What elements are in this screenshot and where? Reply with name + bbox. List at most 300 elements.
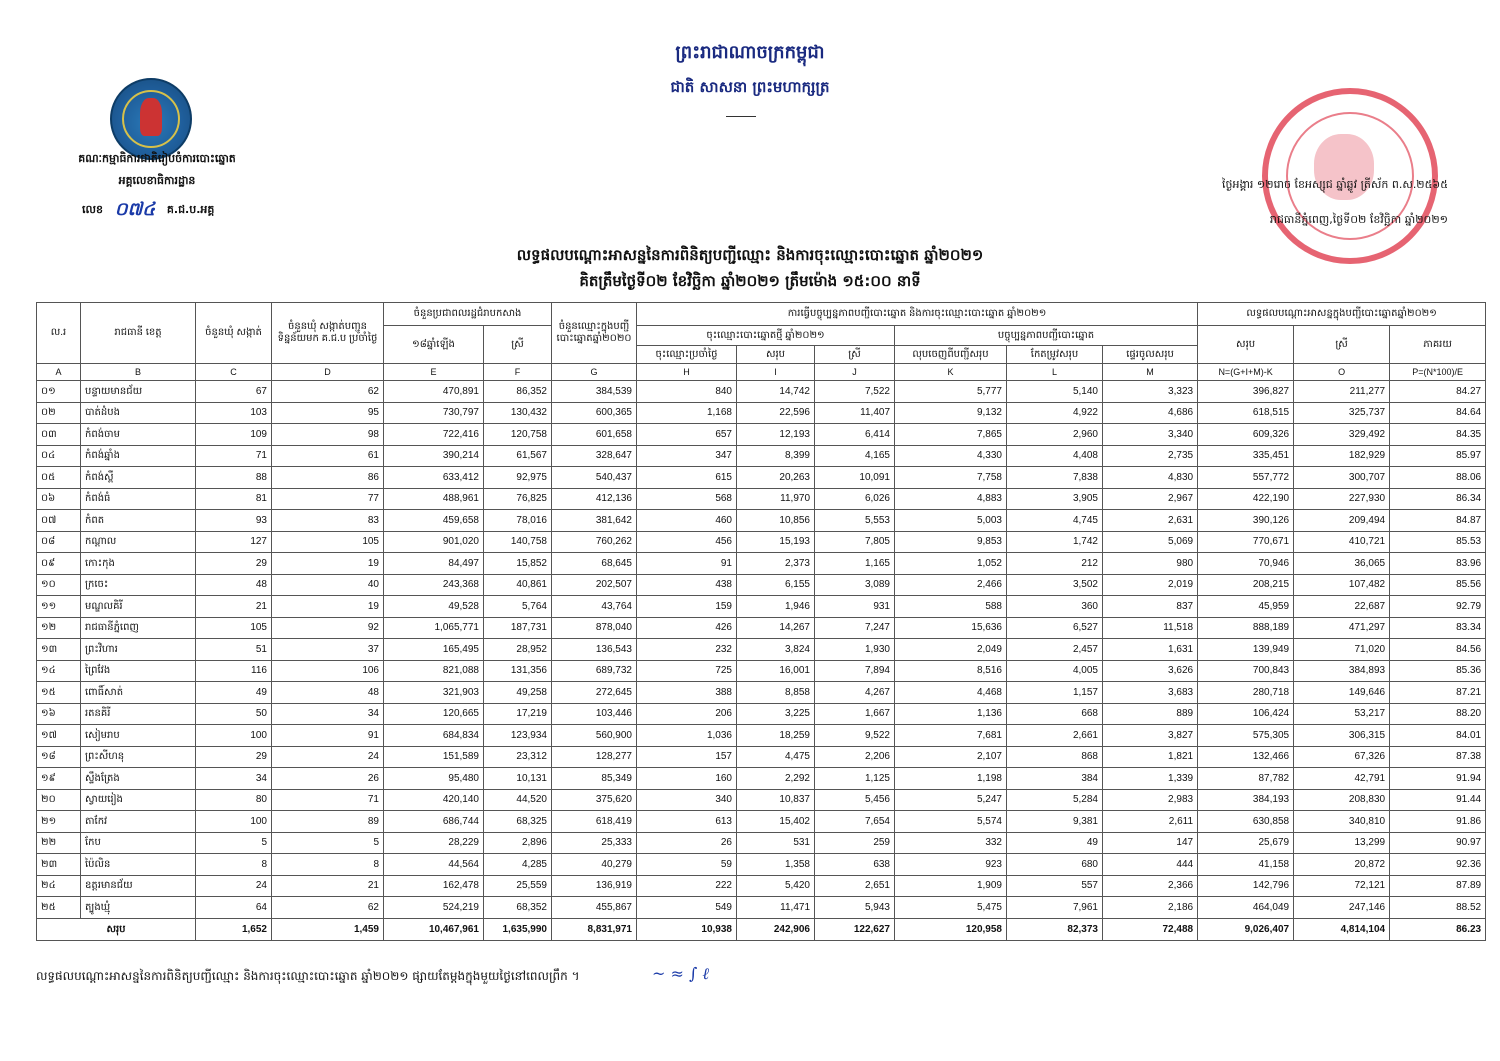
table-cell: 51 — [196, 639, 272, 661]
total-cell: 120,958 — [895, 918, 1007, 940]
table-cell: 23,312 — [484, 746, 552, 768]
table-cell: 540,437 — [552, 467, 637, 489]
table-cell: 3,683 — [1103, 682, 1198, 704]
table-cell: 2,107 — [895, 746, 1007, 768]
table-cell: 3,323 — [1103, 381, 1198, 403]
handwritten-signature: ~ ≈ ∫ ℓ — [652, 964, 710, 983]
header-moved: ផ្ទេរចូលសរុប — [1103, 346, 1198, 364]
table-cell: 67 — [196, 381, 272, 403]
table-cell: 3,340 — [1103, 424, 1198, 446]
table-cell: 87.21 — [1390, 682, 1486, 704]
table-cell: 107,482 — [1294, 574, 1390, 596]
column-letter: D — [272, 364, 384, 381]
table-cell: 633,412 — [384, 467, 484, 489]
table-cell: 15,193 — [737, 531, 815, 553]
table-cell: 128,277 — [552, 746, 637, 768]
table-cell: 471,297 — [1294, 617, 1390, 639]
table-cell: 29 — [196, 746, 272, 768]
table-cell: 680 — [1007, 854, 1103, 876]
province-name: បន្ទាយមានជ័យ — [81, 381, 196, 403]
table-cell: 91.86 — [1390, 811, 1486, 833]
province-name: ស្ទឹងត្រែង — [81, 768, 196, 790]
table-cell: 1,065,771 — [384, 617, 484, 639]
table-cell: 61 — [272, 445, 384, 467]
table-cell: 86 — [272, 467, 384, 489]
table-cell: 87,782 — [1198, 768, 1294, 790]
table-row — [37, 488, 1486, 510]
header-result-total: សរុប — [1198, 326, 1294, 364]
table-cell: 384,539 — [552, 381, 637, 403]
column-letter: N=(G+I+M)-K — [1198, 364, 1294, 381]
table-cell: 62 — [272, 897, 384, 919]
table-cell: 1,165 — [815, 553, 895, 575]
table-cell: 488,961 — [384, 488, 484, 510]
row-number: ១១ — [37, 596, 81, 618]
table-cell: 329,492 — [1294, 424, 1390, 446]
table-cell: 410,721 — [1294, 531, 1390, 553]
table-cell: 243,368 — [384, 574, 484, 596]
table-cell: 9,132 — [895, 402, 1007, 424]
column-letter: G — [552, 364, 637, 381]
table-cell: 202,507 — [552, 574, 637, 596]
table-cell: 5,003 — [895, 510, 1007, 532]
table-cell: 7,654 — [815, 811, 895, 833]
table-cell: 87.38 — [1390, 746, 1486, 768]
table-cell: 3,827 — [1103, 725, 1198, 747]
column-letter: M — [1103, 364, 1198, 381]
table-cell: 20,872 — [1294, 854, 1390, 876]
table-cell: 2,651 — [815, 875, 895, 897]
table-cell: 100 — [196, 725, 272, 747]
table-cell: 557 — [1007, 875, 1103, 897]
table-cell: 1,946 — [737, 596, 815, 618]
table-cell: 618,515 — [1198, 402, 1294, 424]
table-cell: 325,737 — [1294, 402, 1390, 424]
table-cell: 390,214 — [384, 445, 484, 467]
table-cell: 384,893 — [1294, 660, 1390, 682]
table-cell: 208,215 — [1198, 574, 1294, 596]
table-cell: 83.96 — [1390, 553, 1486, 575]
table-cell: 5,140 — [1007, 381, 1103, 403]
row-number: ២២ — [37, 832, 81, 854]
table-cell: 88 — [196, 467, 272, 489]
table-cell: 40 — [272, 574, 384, 596]
table-cell: 14,742 — [737, 381, 815, 403]
table-cell: 980 — [1103, 553, 1198, 575]
table-cell: 460 — [637, 510, 737, 532]
province-name: ឧត្តរមានជ័យ — [81, 875, 196, 897]
table-cell: 24 — [196, 875, 272, 897]
table-cell: 95,480 — [384, 768, 484, 790]
table-cell: 247,146 — [1294, 897, 1390, 919]
table-cell: 347 — [637, 445, 737, 467]
table-cell: 1,125 — [815, 768, 895, 790]
table-cell: 103,446 — [552, 703, 637, 725]
table-cell: 45,959 — [1198, 596, 1294, 618]
column-letter: E — [384, 364, 484, 381]
table-cell: 422,190 — [1198, 488, 1294, 510]
table-cell: 630,858 — [1198, 811, 1294, 833]
table-cell: 132,466 — [1198, 746, 1294, 768]
table-cell: 340,810 — [1294, 811, 1390, 833]
table-cell: 130,432 — [484, 402, 552, 424]
table-cell: 4,922 — [1007, 402, 1103, 424]
table-row — [37, 574, 1486, 596]
header-reported: ចំនួនឃុំ សង្កាត់បញ្ជូនទិន្នន័យមក គ.ជ.ប ប្រចាំថ្ងៃ — [272, 303, 384, 364]
table-cell: 1,136 — [895, 703, 1007, 725]
table-cell: 360 — [1007, 596, 1103, 618]
table-cell: 4,408 — [1007, 445, 1103, 467]
header-registered-2020: ចំនួនឈ្មោះក្នុងបញ្ជីបោះឆ្នោតឆ្នាំ២០២០ — [552, 303, 637, 364]
table-cell: 29 — [196, 553, 272, 575]
table-cell: 44,564 — [384, 854, 484, 876]
table-cell: 700,843 — [1198, 660, 1294, 682]
table-cell: 2,735 — [1103, 445, 1198, 467]
table-cell: 1,358 — [737, 854, 815, 876]
table-cell: 8 — [196, 854, 272, 876]
table-cell: 37 — [272, 639, 384, 661]
table-cell: 212 — [1007, 553, 1103, 575]
table-cell: 49,528 — [384, 596, 484, 618]
table-cell: 5,764 — [484, 596, 552, 618]
table-cell: 923 — [895, 854, 1007, 876]
table-cell: 88.20 — [1390, 703, 1486, 725]
province-name: សៀមរាប — [81, 725, 196, 747]
table-cell: 11,518 — [1103, 617, 1198, 639]
table-cell: 10,091 — [815, 467, 895, 489]
table-cell: 149,646 — [1294, 682, 1390, 704]
table-cell: 259 — [815, 832, 895, 854]
table-cell: 208,830 — [1294, 789, 1390, 811]
table-cell: 730,797 — [384, 402, 484, 424]
table-cell: 61,567 — [484, 445, 552, 467]
table-cell: 2,049 — [895, 639, 1007, 661]
table-cell: 332 — [895, 832, 1007, 854]
org-department: អគ្គលេខាធិការដ្ឋាន — [118, 174, 196, 187]
table-row — [37, 402, 1486, 424]
nec-logo — [110, 78, 192, 160]
column-letter: P=(N*100)/E — [1390, 364, 1486, 381]
header-population: ចំនួនប្រជាពលរដ្ឋជំរាបកសាង — [384, 303, 552, 326]
table-cell: 618,419 — [552, 811, 637, 833]
table-cell: 140,758 — [484, 531, 552, 553]
table-cell: 5,420 — [737, 875, 815, 897]
table-cell: 613 — [637, 811, 737, 833]
column-letter: L — [1007, 364, 1103, 381]
row-number: ១៤ — [37, 660, 81, 682]
table-cell: 92.79 — [1390, 596, 1486, 618]
table-cell: 19 — [272, 553, 384, 575]
table-cell: 26 — [272, 768, 384, 790]
table-cell: 384 — [1007, 768, 1103, 790]
table-cell: 151,589 — [384, 746, 484, 768]
table-cell: 575,305 — [1198, 725, 1294, 747]
table-cell: 335,451 — [1198, 445, 1294, 467]
table-cell: 182,929 — [1294, 445, 1390, 467]
table-cell: 109 — [196, 424, 272, 446]
total-cell: 1,635,990 — [484, 918, 552, 940]
table-cell: 306,315 — [1294, 725, 1390, 747]
table-cell: 2,206 — [815, 746, 895, 768]
table-cell: 4,468 — [895, 682, 1007, 704]
official-stamp — [1262, 88, 1438, 264]
table-cell: 106 — [272, 660, 384, 682]
table-row — [37, 725, 1486, 747]
table-cell: 53,217 — [1294, 703, 1390, 725]
row-number: ០៧ — [37, 510, 81, 532]
table-cell: 25,559 — [484, 875, 552, 897]
table-cell: 2,466 — [895, 574, 1007, 596]
table-cell: 9,381 — [1007, 811, 1103, 833]
row-number: ២៥ — [37, 897, 81, 919]
table-cell: 77 — [272, 488, 384, 510]
table-cell: 375,620 — [552, 789, 637, 811]
table-cell: 2,967 — [1103, 488, 1198, 510]
row-number: ១០ — [37, 574, 81, 596]
province-name: តាកែវ — [81, 811, 196, 833]
table-cell: 93 — [196, 510, 272, 532]
total-cell: 82,373 — [1007, 918, 1103, 940]
table-cell: 227,930 — [1294, 488, 1390, 510]
table-cell: 3,824 — [737, 639, 815, 661]
table-row — [37, 682, 1486, 704]
table-cell: 15,402 — [737, 811, 815, 833]
ref-number: ០៧៤ — [114, 199, 156, 220]
column-letter: K — [895, 364, 1007, 381]
table-cell: 7,805 — [815, 531, 895, 553]
table-cell: 2,186 — [1103, 897, 1198, 919]
table-cell: 142,796 — [1198, 875, 1294, 897]
table-cell: 106,424 — [1198, 703, 1294, 725]
ref-suffix: គ.ជ.ប.អគ្គ — [166, 203, 215, 216]
table-cell: 71 — [196, 445, 272, 467]
table-cell: 686,744 — [384, 811, 484, 833]
table-cell: 70,946 — [1198, 553, 1294, 575]
header-result-female: ស្រី — [1294, 326, 1390, 364]
table-cell: 68,325 — [484, 811, 552, 833]
table-cell: 1,930 — [815, 639, 895, 661]
province-name: ត្បូងឃ្មុំ — [81, 897, 196, 919]
table-cell: 147 — [1103, 832, 1198, 854]
table-cell: 4,686 — [1103, 402, 1198, 424]
table-cell: 6,026 — [815, 488, 895, 510]
table-cell: 557,772 — [1198, 467, 1294, 489]
table-cell: 6,155 — [737, 574, 815, 596]
table-cell: 438 — [637, 574, 737, 596]
table-cell: 131,356 — [484, 660, 552, 682]
motto-heading: ជាតិ សាសនា ព្រះមហាក្សត្រ — [670, 78, 830, 96]
table-cell: 668 — [1007, 703, 1103, 725]
row-number: ០៤ — [37, 445, 81, 467]
table-cell: 5,943 — [815, 897, 895, 919]
table-cell: 84.27 — [1390, 381, 1486, 403]
table-cell: 5,574 — [895, 811, 1007, 833]
table-cell: 524,219 — [384, 897, 484, 919]
table-cell: 71,020 — [1294, 639, 1390, 661]
table-cell: 725 — [637, 660, 737, 682]
table-cell: 3,225 — [737, 703, 815, 725]
table-cell: 3,905 — [1007, 488, 1103, 510]
total-cell: 72,488 — [1103, 918, 1198, 940]
table-cell: 127 — [196, 531, 272, 553]
table-cell: 760,262 — [552, 531, 637, 553]
table-cell: 88.06 — [1390, 467, 1486, 489]
column-letter: J — [815, 364, 895, 381]
table-cell: 67,326 — [1294, 746, 1390, 768]
province-name: កោះកុង — [81, 553, 196, 575]
table-cell: 6,414 — [815, 424, 895, 446]
header-result-group: លទ្ធផលបណ្ដោះអាសន្នក្នុងបញ្ជីបោះឆ្នោតឆ្នាំ២០២១ — [1198, 303, 1486, 326]
province-name: កែប — [81, 832, 196, 854]
table-cell: 1,198 — [895, 768, 1007, 790]
table-cell: 615 — [637, 467, 737, 489]
total-cell: 10,467,961 — [384, 918, 484, 940]
table-cell: 40,279 — [552, 854, 637, 876]
table-cell: 71 — [272, 789, 384, 811]
table-cell: 7,681 — [895, 725, 1007, 747]
table-cell: 384,193 — [1198, 789, 1294, 811]
row-number: ២៤ — [37, 875, 81, 897]
table-cell: 211,277 — [1294, 381, 1390, 403]
table-cell: 89 — [272, 811, 384, 833]
table-cell: 90.97 — [1390, 832, 1486, 854]
table-row — [37, 811, 1486, 833]
table-cell: 1,631 — [1103, 639, 1198, 661]
table-cell: 280,718 — [1198, 682, 1294, 704]
table-cell: 48 — [272, 682, 384, 704]
table-cell: 272,645 — [552, 682, 637, 704]
table-row — [37, 746, 1486, 768]
row-number: ០២ — [37, 402, 81, 424]
table-cell: 85.97 — [1390, 445, 1486, 467]
total-cell: 86.23 — [1390, 918, 1486, 940]
table-cell: 20,263 — [737, 467, 815, 489]
table-cell: 80 — [196, 789, 272, 811]
table-cell: 4,745 — [1007, 510, 1103, 532]
table-cell: 340 — [637, 789, 737, 811]
table-cell: 455,867 — [552, 897, 637, 919]
table-cell: 21 — [196, 596, 272, 618]
table-cell: 560,900 — [552, 725, 637, 747]
row-number: ១៦ — [37, 703, 81, 725]
table-cell: 43,764 — [552, 596, 637, 618]
table-cell: 3,502 — [1007, 574, 1103, 596]
table-cell: 8 — [272, 854, 384, 876]
total-cell: 4,814,104 — [1294, 918, 1390, 940]
table-cell: 5,553 — [815, 510, 895, 532]
table-cell: 420,140 — [384, 789, 484, 811]
table-cell: 92 — [272, 617, 384, 639]
table-row — [37, 381, 1486, 403]
table-cell: 84.87 — [1390, 510, 1486, 532]
table-cell: 5,247 — [895, 789, 1007, 811]
province-name: ក្រចេះ — [81, 574, 196, 596]
table-cell: 22,687 — [1294, 596, 1390, 618]
table-cell: 2,983 — [1103, 789, 1198, 811]
header-communes: ចំនួនឃុំ សង្កាត់ — [196, 303, 272, 364]
table-row — [37, 854, 1486, 876]
table-cell: 388 — [637, 682, 737, 704]
province-name: ប៉ៃលិន — [81, 854, 196, 876]
header-update-group: ការធ្វើបច្ចុប្បន្នភាពបញ្ជីបោះឆ្នោត និងការចុះឈ្មោះបោះឆ្នោត ឆ្នាំ២០២១ — [637, 303, 1198, 326]
table-cell: 232 — [637, 639, 737, 661]
document-title: លទ្ធផលបណ្ដោះអាសន្ននៃការពិនិត្យបញ្ជីឈ្មោះ និងការចុះឈ្មោះបោះឆ្នោត ឆ្នាំ២០២១ — [516, 246, 984, 264]
table-cell: 1,036 — [637, 725, 737, 747]
table-cell: 14,267 — [737, 617, 815, 639]
table-cell: 72,121 — [1294, 875, 1390, 897]
table-cell: 120,758 — [484, 424, 552, 446]
table-cell: 888,189 — [1198, 617, 1294, 639]
header-total-new: សរុប — [737, 346, 815, 364]
header-result-pct: ភាគរយ — [1390, 326, 1486, 364]
header-no: ល.រ — [37, 303, 81, 364]
header-corrected: កែតម្រូវសរុប — [1007, 346, 1103, 364]
total-cell: 1,459 — [272, 918, 384, 940]
table-cell: 136,543 — [552, 639, 637, 661]
province-name: ពោធិ៍សាត់ — [81, 682, 196, 704]
table-cell: 84.56 — [1390, 639, 1486, 661]
table-cell: 86,352 — [484, 381, 552, 403]
table-row — [37, 531, 1486, 553]
table-cell: 116 — [196, 660, 272, 682]
province-name: កណ្ដាល — [81, 531, 196, 553]
province-name: កំពង់ធំ — [81, 488, 196, 510]
column-letter: C — [196, 364, 272, 381]
table-row — [37, 617, 1486, 639]
footnote: លទ្ធផលបណ្ដោះអាសន្ននៃការពិនិត្យបញ្ជីឈ្មោះ និងការចុះឈ្មោះបោះឆ្នោត ឆ្នាំ២០២១ ផ្សាយតែម្ដងក្នុងមួយថ្ងៃនៅពេលព្រឹក ។ — [36, 969, 580, 983]
table-cell: 76,825 — [484, 488, 552, 510]
table-cell: 162,478 — [384, 875, 484, 897]
table-cell: 3,089 — [815, 574, 895, 596]
table-cell: 91.94 — [1390, 768, 1486, 790]
table-cell: 165,495 — [384, 639, 484, 661]
table-cell: 10,131 — [484, 768, 552, 790]
header-divider — [726, 116, 756, 117]
table-cell: 456 — [637, 531, 737, 553]
column-letter: I — [737, 364, 815, 381]
table-cell: 34 — [272, 703, 384, 725]
table-cell: 868 — [1007, 746, 1103, 768]
table-cell: 21 — [272, 875, 384, 897]
table-cell: 5 — [196, 832, 272, 854]
table-cell: 222 — [637, 875, 737, 897]
table-cell: 91 — [272, 725, 384, 747]
table-cell: 6,527 — [1007, 617, 1103, 639]
table-row — [37, 510, 1486, 532]
table-cell: 328,647 — [552, 445, 637, 467]
table-cell: 105 — [272, 531, 384, 553]
table-cell: 1,168 — [637, 402, 737, 424]
table-cell: 44,520 — [484, 789, 552, 811]
table-row — [37, 467, 1486, 489]
table-cell: 588 — [895, 596, 1007, 618]
table-cell: 15,636 — [895, 617, 1007, 639]
table-cell: 549 — [637, 897, 737, 919]
table-cell: 103 — [196, 402, 272, 424]
table-cell: 1,052 — [895, 553, 1007, 575]
table-cell: 136,919 — [552, 875, 637, 897]
table-cell: 15,852 — [484, 553, 552, 575]
province-name: កំពង់ឆ្នាំង — [81, 445, 196, 467]
table-cell: 381,642 — [552, 510, 637, 532]
header-update-list: បច្ចុប្បន្នភាពបញ្ជីបោះឆ្នោត — [895, 326, 1198, 346]
total-cell: 9,026,407 — [1198, 918, 1294, 940]
table-cell: 26 — [637, 832, 737, 854]
table-cell: 92,975 — [484, 467, 552, 489]
table-cell: 4,267 — [815, 682, 895, 704]
table-cell: 91 — [637, 553, 737, 575]
table-cell: 85.53 — [1390, 531, 1486, 553]
